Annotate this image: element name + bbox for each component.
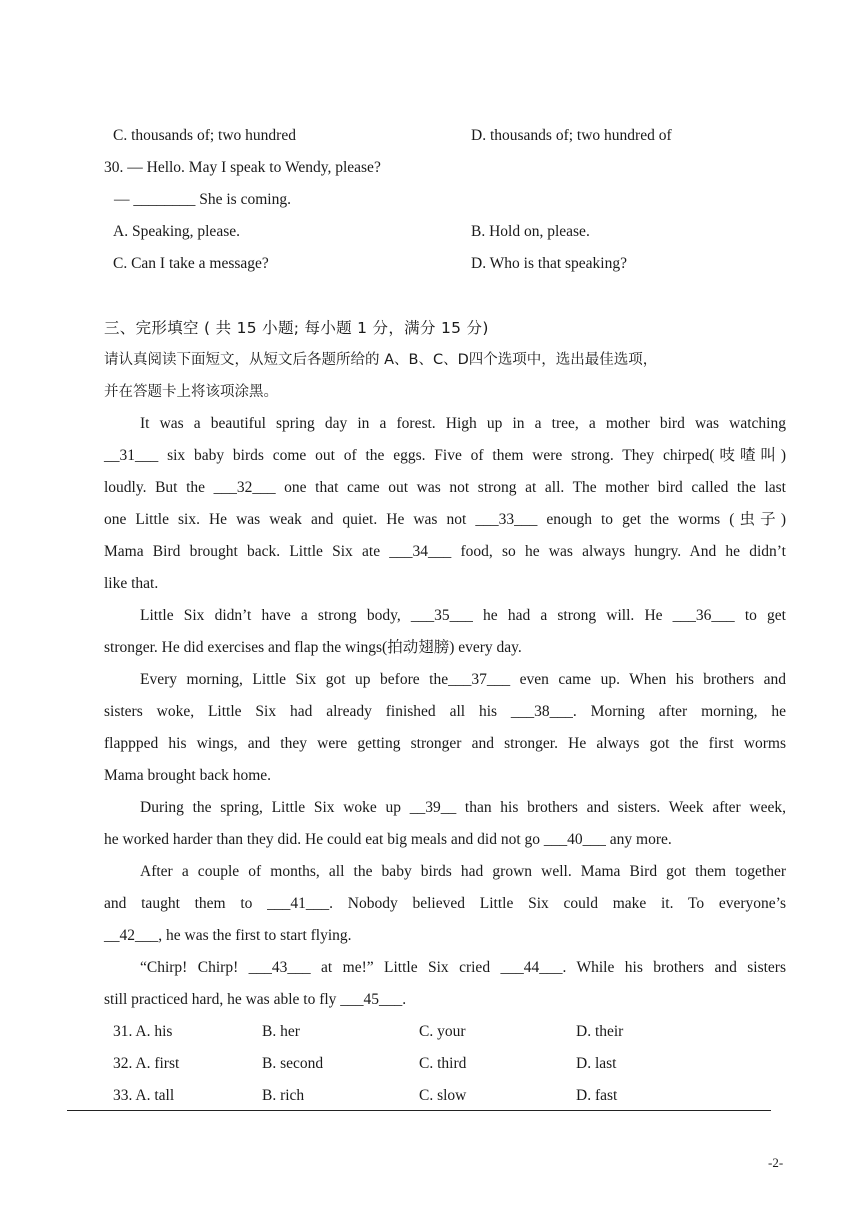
passage-line: Mama Bird brought back. Little Six ate ___34___ food, so he was always hungry. And he didn’t: [104, 543, 786, 560]
q31-option-a: 31. A. his: [113, 1023, 173, 1040]
q33-option-b: B. rich: [262, 1087, 305, 1104]
q30-reply: — ________ She is coming.: [114, 191, 291, 208]
q31-option-b: B. her: [262, 1023, 300, 1040]
passage-line: During the spring, Little Six woke up __39__ than his brothers and sisters. Week after week,: [140, 799, 786, 816]
passage-line: sisters woke, Little Six had already finished all his ___38___. Morning after morning, he: [104, 703, 786, 720]
q30-option-a: A. Speaking, please.: [113, 223, 240, 240]
passage-line: loudly. But the ___32___ one that came out was not strong at all. The mother bird called the last: [104, 479, 786, 496]
q31-option-d: D. their: [576, 1023, 624, 1040]
q32-option-c: C. third: [419, 1055, 467, 1072]
passage-line: “Chirp! Chirp! ___43___ at me!” Little Six cried ___44___. While his brothers and sisters: [140, 959, 786, 976]
section-title: 三、完形填空 ( 共 15 小题; 每小题 1 分，满分 15 分): [104, 319, 489, 337]
passage-line: still practiced hard, he was able to fly ___45___.: [104, 991, 407, 1008]
q33-option-a: 33. A. tall: [113, 1087, 175, 1104]
q30-option-c: C. Can I take a message?: [113, 255, 269, 272]
section-instruction-2: 并在答题卡上将该项涂黑。: [104, 384, 278, 400]
passage-line: Every morning, Little Six got up before the___37___ even came up. When his brothers and: [140, 671, 786, 688]
passage-line: one Little six. He was weak and quiet. He was not ___33___ enough to get the worms (虫子): [104, 511, 786, 528]
q32-option-d: D. last: [576, 1055, 617, 1072]
section-instruction-1: 请认真阅读下面短文，从短文后各题所给的 A、B、C、D四个选项中，选出最佳选项，: [104, 352, 658, 368]
page-number: -2-: [768, 1155, 784, 1170]
passage-line: he worked harder than they did. He could eat big meals and did not go ___40___ any more.: [104, 831, 672, 848]
passage-line: It was a beautiful spring day in a forest. High up in a tree, a mother bird was watching: [140, 415, 786, 432]
q30-option-d: D. Who is that speaking?: [471, 255, 627, 272]
passage-line: Little Six didn’t have a strong body, ___35___ he had a strong will. He ___36___ to get: [140, 607, 786, 624]
passage-line: Mama brought back home.: [104, 767, 272, 784]
passage-line: __31___ six baby birds come out of the eggs. Five of them were strong. They chirped(吱喳叫): [104, 447, 786, 464]
q32-option-b: B. second: [262, 1055, 324, 1072]
q32-option-a: 32. A. first: [113, 1055, 180, 1072]
q29-option-c: C. thousands of; two hundred: [113, 127, 296, 144]
passage-line: __42___, he was the first to start flying.: [104, 927, 352, 944]
q31-option-c: C. your: [419, 1023, 466, 1040]
passage-line: like that.: [104, 575, 159, 592]
passage-line: stronger. He did exercises and flap the wings(拍动翅膀) every day.: [104, 639, 522, 656]
q30-stem: 30. — Hello. May I speak to Wendy, please?: [104, 159, 381, 176]
q33-option-c: C. slow: [419, 1087, 467, 1104]
footer-divider: [67, 1110, 771, 1111]
passage-line: and taught them to ___41___. Nobody believed Little Six could make it. To everyone’s: [104, 895, 786, 912]
q29-option-d: D. thousands of; two hundred of: [471, 127, 672, 144]
passage-line: flappped his wings, and they were getting stronger and stronger. He always got the first worms: [104, 735, 786, 752]
q33-option-d: D. fast: [576, 1087, 618, 1104]
passage-line: After a couple of months, all the baby birds had grown well. Mama Bird got them together: [140, 863, 786, 880]
q30-option-b: B. Hold on, please.: [471, 223, 590, 240]
